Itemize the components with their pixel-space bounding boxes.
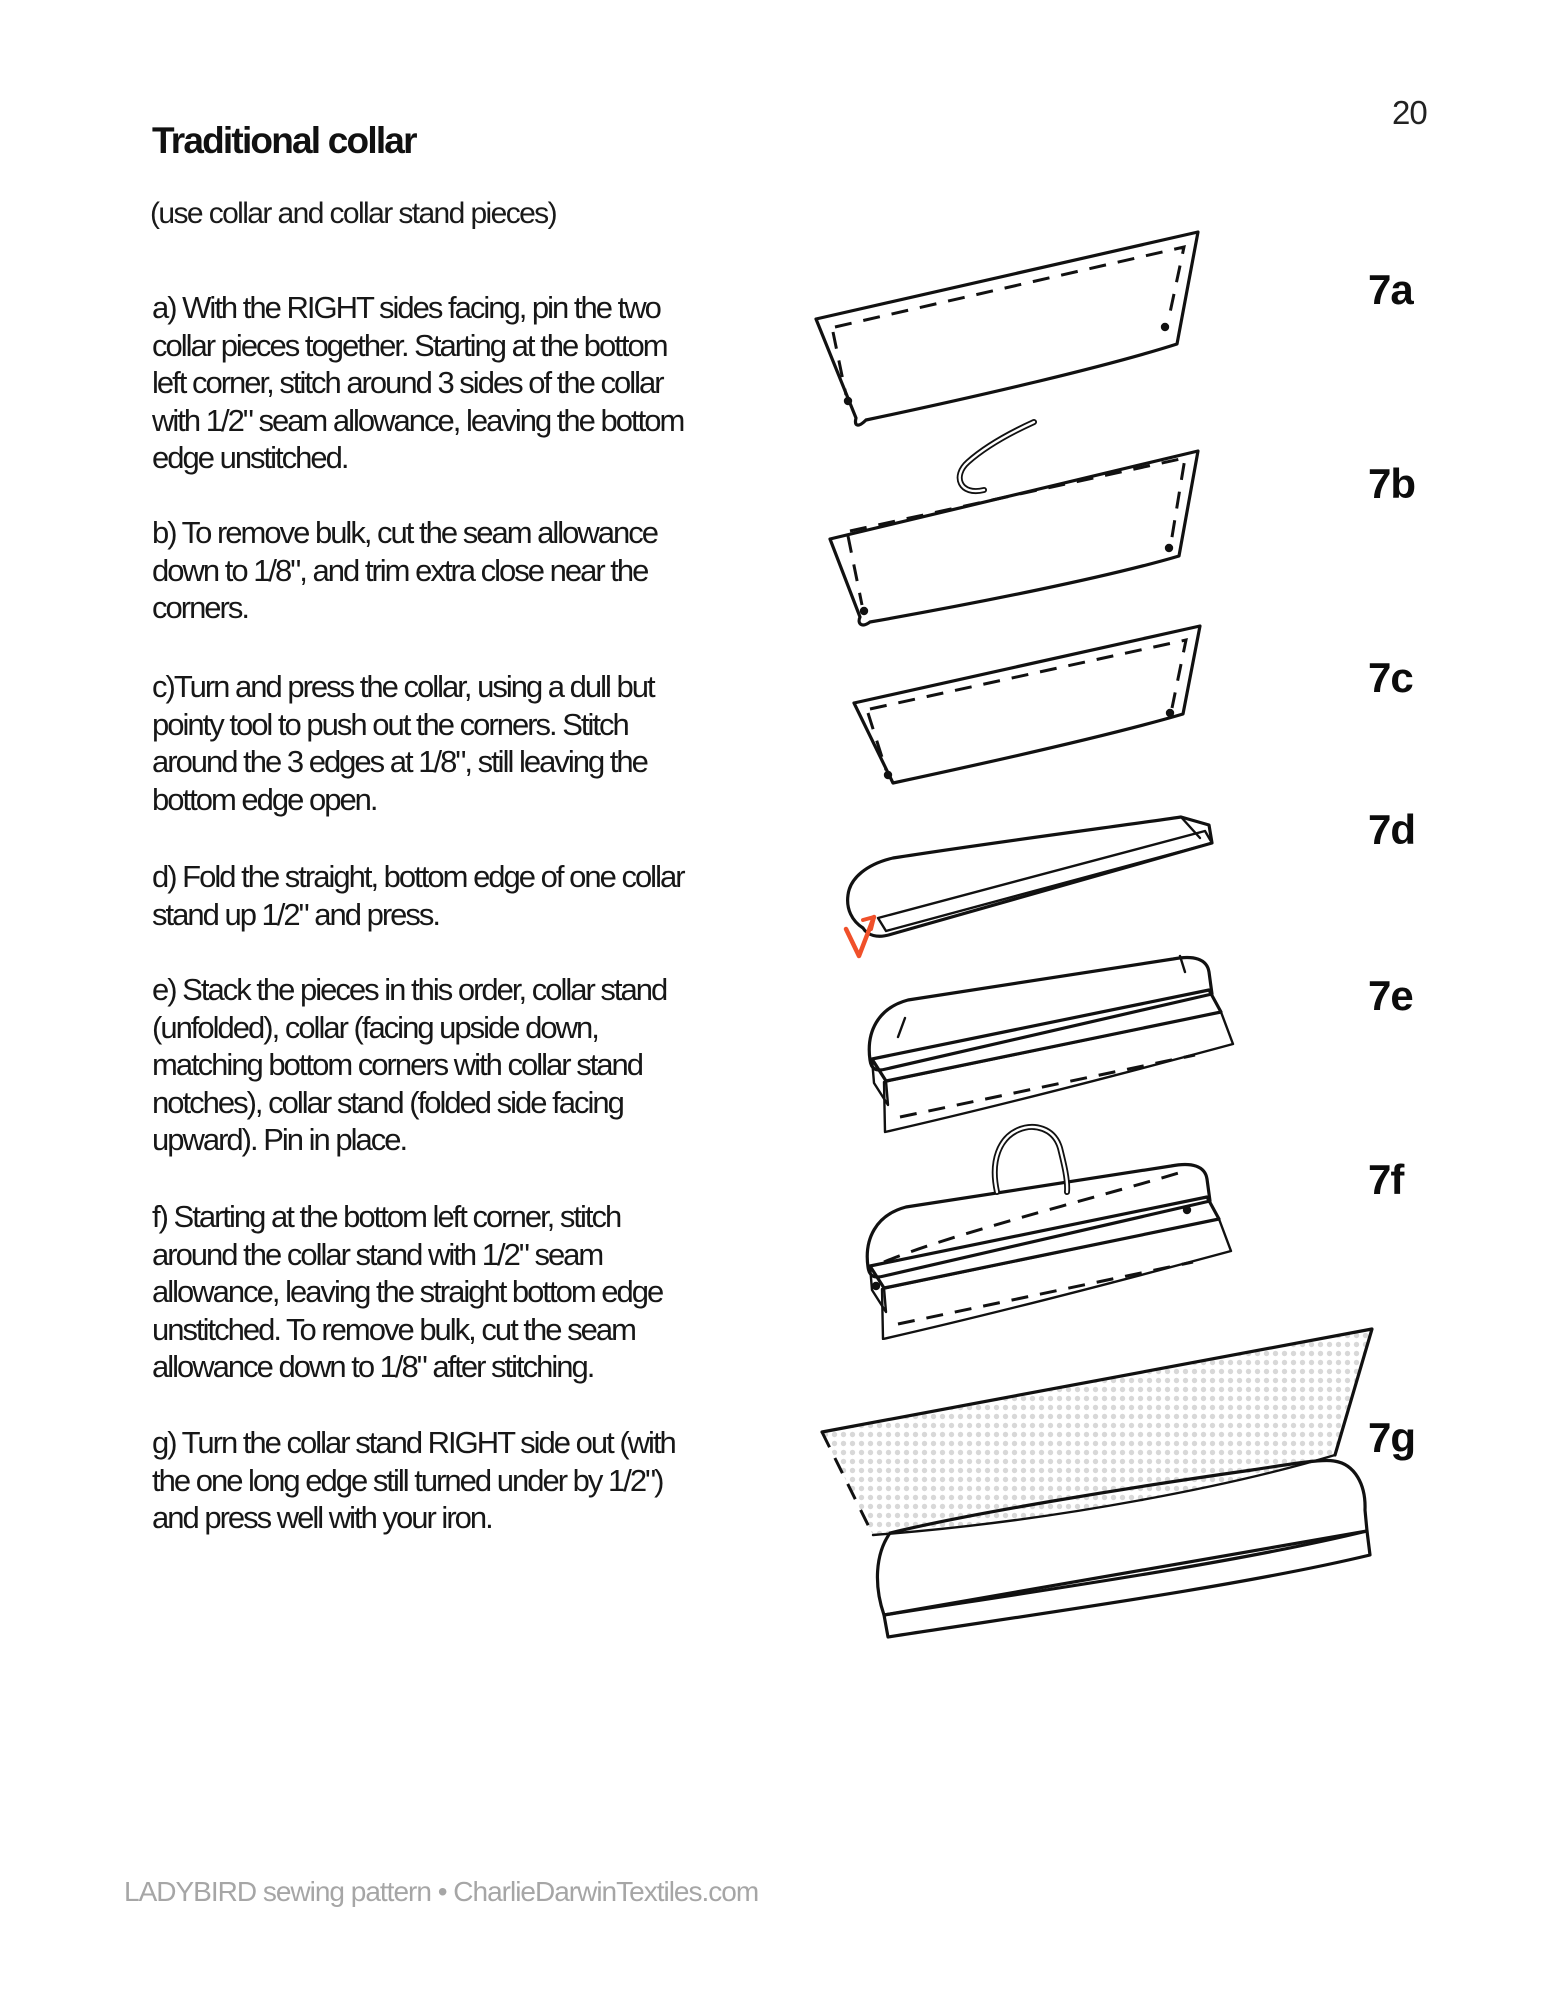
page-number: 20 xyxy=(1392,94,1427,131)
collar-stand-turned-out-illustration xyxy=(812,1322,1382,1652)
figure-label-7e: 7e xyxy=(1368,972,1413,1019)
collar-pinned-stitched-illustration xyxy=(810,222,1210,437)
figure-label-7g: 7g xyxy=(1368,1414,1416,1461)
figure-label-7b: 7b xyxy=(1368,460,1416,507)
figure-7c xyxy=(815,612,1215,802)
collar-trimmed-seam-illustration xyxy=(810,412,1210,637)
step-b-text: b) To remove bulk, cut the seam allowance down to 1/8", and trim extra close near the corners. xyxy=(152,515,658,625)
collar-stand-stitched-illustration xyxy=(828,1100,1238,1340)
step-f-text: f) Starting at the bottom left corner, stitch around the collar stand with 1/2" seam allowance, leaving the straight bottom edge unstitched. To remove bulk, cut the seam allowance down to 1/8" after stitching. xyxy=(152,1199,663,1384)
figure-7b xyxy=(810,412,1210,637)
figure-label-7c: 7c xyxy=(1368,654,1413,701)
figure-label-7f: 7f xyxy=(1368,1156,1404,1203)
figure-label-7a: 7a xyxy=(1368,266,1413,313)
figure-7f xyxy=(828,1100,1238,1340)
page-footer: LADYBIRD sewing pattern • CharlieDarwinTextiles.com xyxy=(124,1876,759,1907)
step-d-text: d) Fold the straight, bottom edge of one collar stand up 1/2" and press. xyxy=(152,859,684,932)
step-g-text: g) Turn the collar stand RIGHT side out (with the one long edge still turned under by 1/2") and press well with your iron. xyxy=(152,1425,675,1535)
figure-label-7d: 7d xyxy=(1368,806,1416,853)
collar-turned-topstitched-illustration xyxy=(815,612,1215,802)
step-c-text: c)Turn and press the collar, using a dull but pointy tool to push out the corners. Stitch around the 3 edges at 1/8", still leaving the bottom edge open. xyxy=(152,669,654,817)
figure-7a xyxy=(810,222,1210,437)
figure-7g xyxy=(812,1322,1382,1652)
step-a-text: a) With the RIGHT sides facing, pin the two collar pieces together. Starting at the bottom left corner, stitch around 3 sides of the collar with 1/2" seam allowance, leaving the bottom edge unstitched. xyxy=(152,290,684,475)
page-subtitle: (use collar and collar stand pieces) xyxy=(150,197,556,230)
step-e-text: e) Stack the pieces in this order, collar stand (unfolded), collar (facing upside down, matching bottom corners with collar stand notches), collar stand (folded side facing upward). Pin in place. xyxy=(152,972,667,1157)
page-title: Traditional collar xyxy=(152,120,416,161)
loose-thread-icon xyxy=(960,422,1034,491)
